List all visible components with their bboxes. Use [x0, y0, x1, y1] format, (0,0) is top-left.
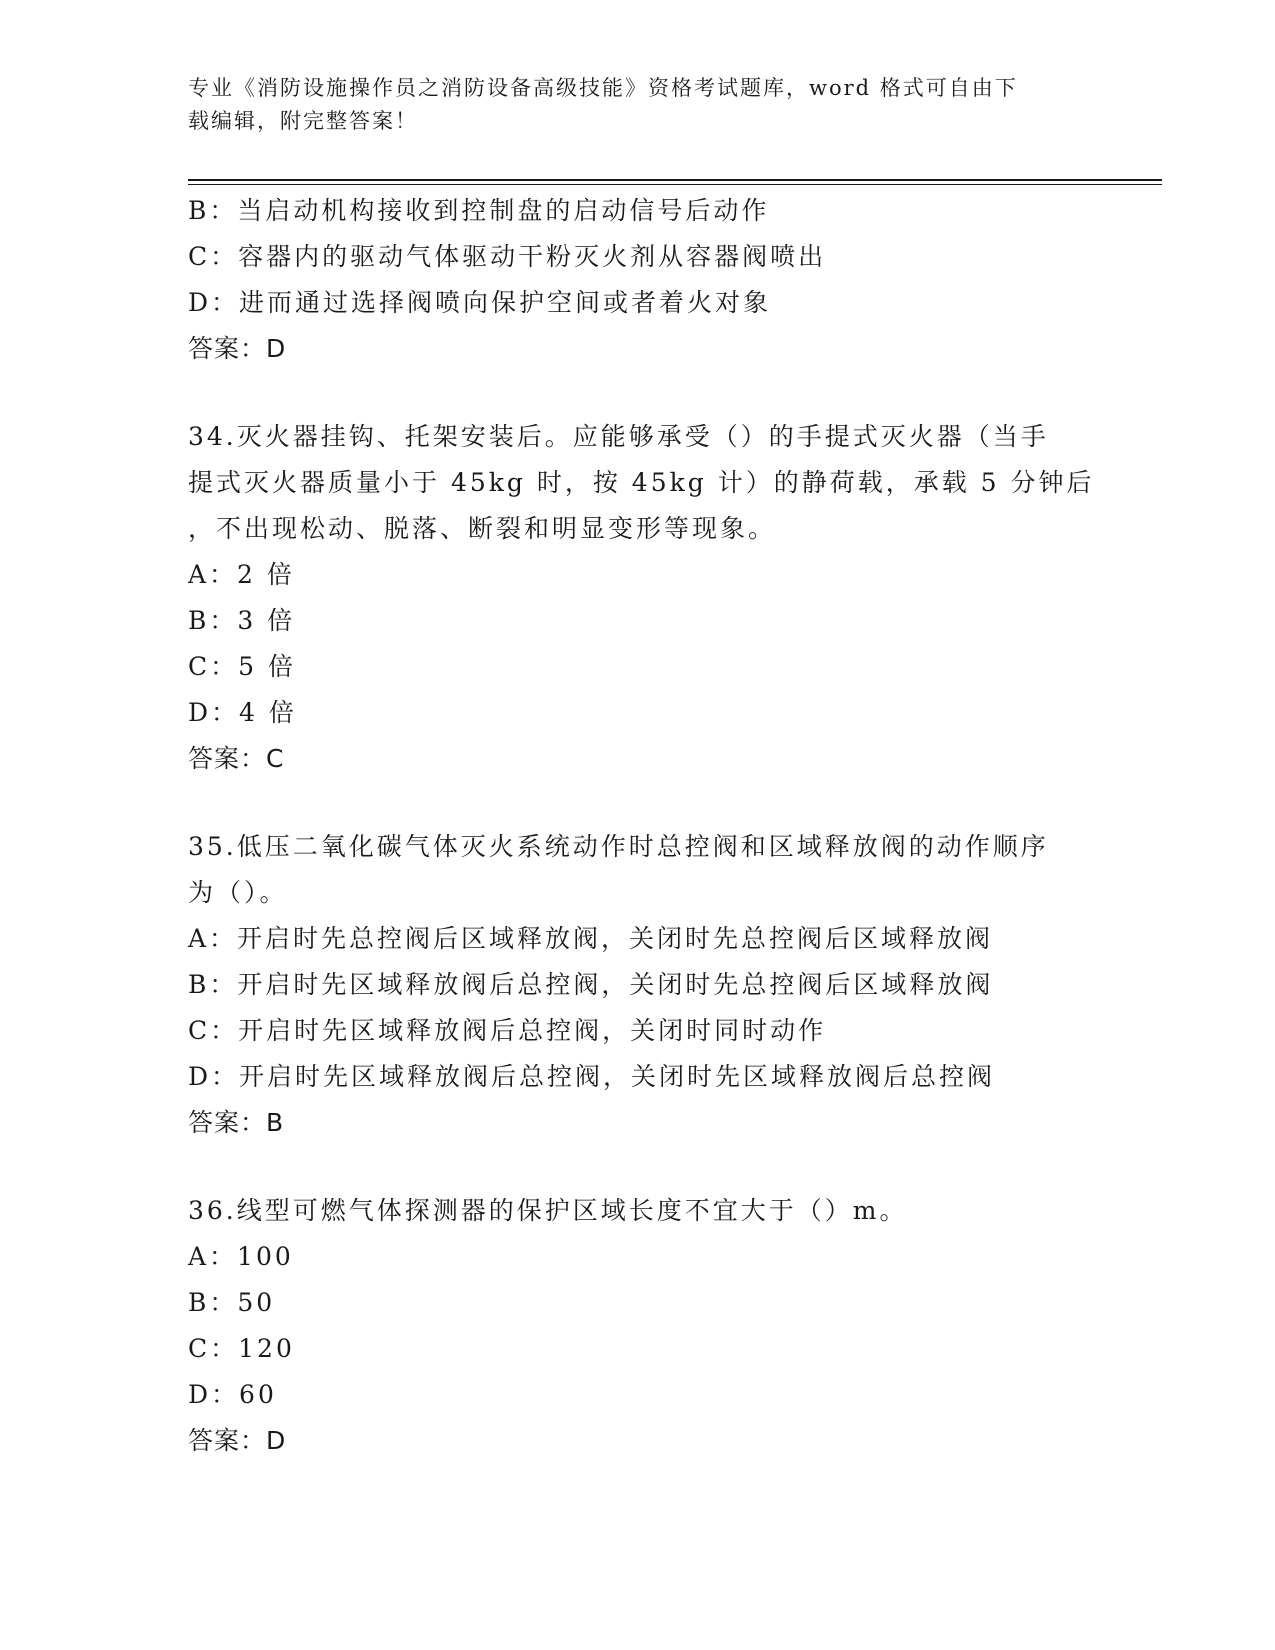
option-c: C：5 倍: [188, 652, 296, 681]
option-b: B：当启动机构接收到控制盘的启动信号后动作: [188, 196, 770, 225]
question-35: [188, 824, 1148, 1146]
option-d: D：4 倍: [188, 698, 297, 727]
answer-line: 答案：D: [188, 1426, 287, 1455]
header-rule-thin: [188, 184, 1162, 185]
question-stem-line: 为（）。: [188, 878, 288, 907]
option-b: B：3 倍: [188, 606, 296, 635]
answer-line: 答案：D: [188, 334, 287, 363]
header-rule-thick: [188, 179, 1162, 181]
question-stem-line: 36.线型可燃气体探测器的保护区域长度不宜大于（）m。: [188, 1196, 908, 1225]
answer-line: 答案：B: [188, 1108, 285, 1137]
option-d: D：60: [188, 1380, 277, 1409]
option-c: C：120: [188, 1334, 295, 1363]
option-a: A：100: [188, 1242, 294, 1271]
question-content: [188, 188, 1148, 1464]
question-stem-line: 提式灭火器质量小于 45kg 时，按 45kg 计）的静荷载，承载 5 分钟后: [188, 468, 1095, 497]
document-header: [188, 72, 1088, 138]
question-33-continuation: [188, 188, 1148, 372]
option-d: D：开启时先区域释放阀后总控阀，关闭时先区域释放阀后总控阀: [188, 1062, 996, 1091]
question-34: [188, 414, 1148, 782]
option-c: C：开启时先区域释放阀后总控阀，关闭时同时动作: [188, 1016, 827, 1045]
option-b: B：开启时先区域释放阀后总控阀，关闭时先总控阀后区域释放阀: [188, 970, 994, 999]
option-a: A：2 倍: [188, 560, 295, 589]
option-d: D：进而通过选择阀喷向保护空间或者着火对象: [188, 288, 772, 317]
question-stem-line: 34.灭火器挂钩、托架安装后。应能够承受（）的手提式灭火器（当手: [188, 422, 1049, 451]
header-line-1: 专业《消防设施操作员之消防设备高级技能》资格考试题库，word 格式可自由下: [188, 76, 1018, 100]
question-spacer: [188, 782, 1148, 824]
question-spacer: [188, 1146, 1148, 1188]
option-b: B：50: [188, 1288, 276, 1317]
option-a: A：开启时先总控阀后区域释放阀，关闭时先总控阀后区域释放阀: [188, 924, 994, 953]
option-c: C：容器内的驱动气体驱动干粉灭火剂从容器阀喷出: [188, 242, 827, 271]
question-stem-line: 35.低压二氧化碳气体灭火系统动作时总控阀和区域释放阀的动作顺序: [188, 832, 1049, 861]
question-spacer: [188, 372, 1148, 414]
question-36: [188, 1188, 1148, 1464]
answer-line: 答案：C: [188, 744, 285, 773]
question-stem-line: ，不出现松动、脱落、断裂和明显变形等现象。: [188, 514, 777, 543]
header-line-2: 载编辑，附完整答案！: [188, 109, 418, 133]
